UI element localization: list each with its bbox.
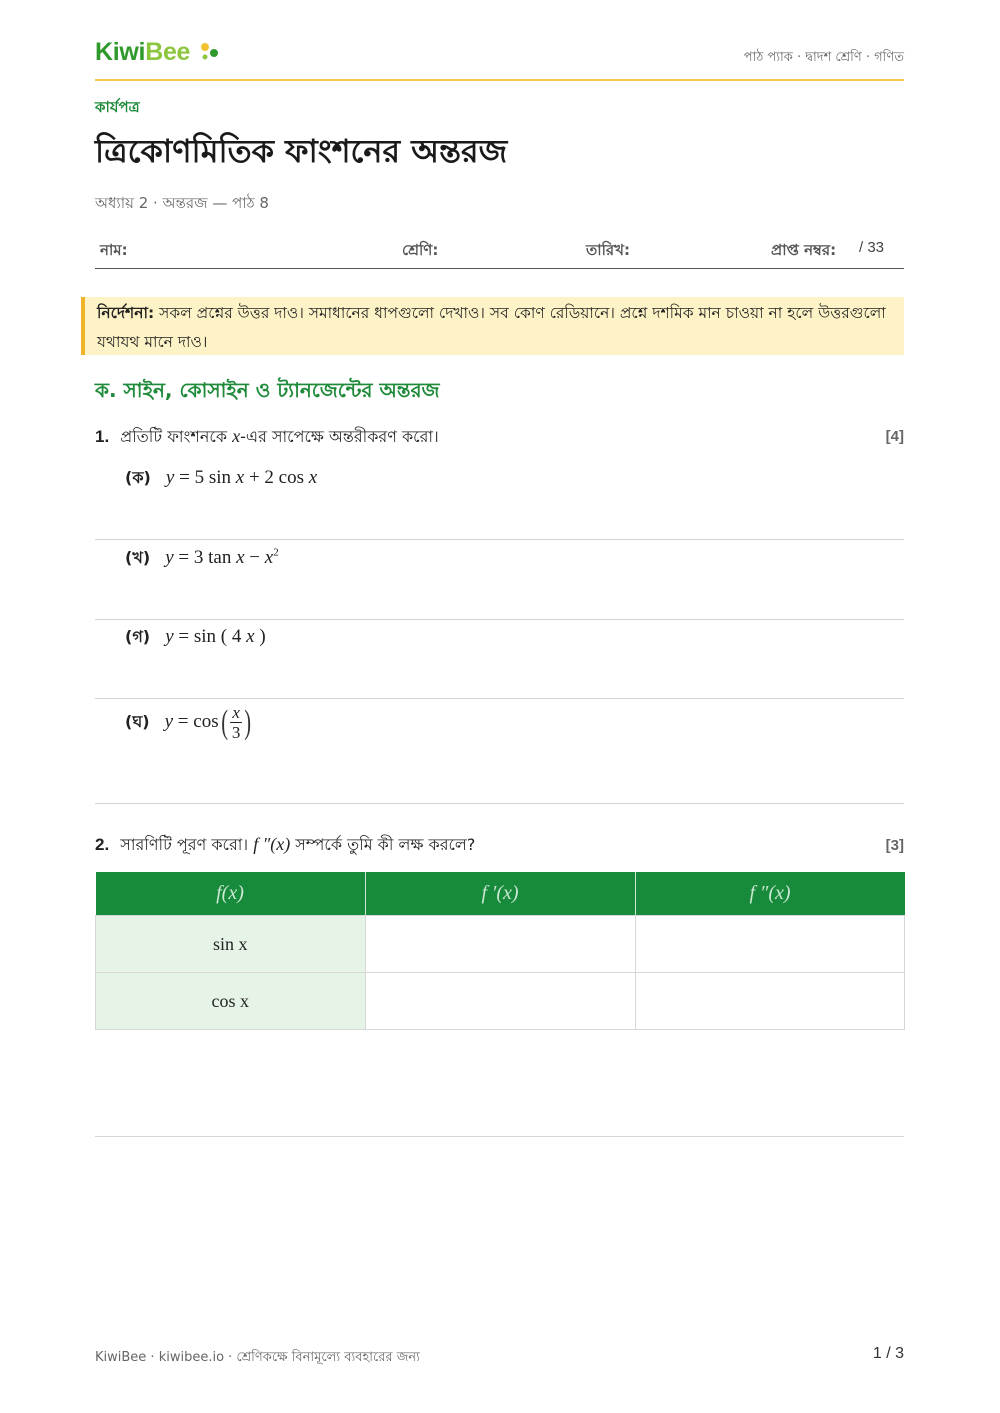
instructions-text: সকল প্রশ্নের উত্তর দাও। সমাধানের ধাপগুলো দেখাও। সব কোণ রেডিয়ানে। প্রশ্নে দশমিক মান চাওয়া না হলে উত্তরগুলো যথাযথ মানে দাও। (97, 304, 886, 351)
answer-cell[interactable] (635, 916, 905, 973)
part-label: (ঘ) (125, 712, 150, 731)
score-max: / 33 (859, 239, 885, 256)
part-ka (125, 465, 317, 492)
date-label: তারিখ: (586, 241, 630, 259)
question-marks: [3] (885, 837, 904, 854)
page-number: 1 / 3 (872, 1345, 904, 1362)
math-expression: y = sin ( 4 x ) (165, 626, 266, 647)
question-2 (95, 832, 475, 859)
part-gha (125, 703, 254, 742)
part-kha (125, 545, 279, 572)
answer-line (95, 1136, 904, 1137)
table-header: f ′(x) (365, 872, 635, 916)
page-title: ত্রিকোণমিতিক ফাংশনের অন্তরজ (95, 132, 508, 170)
logo-dots-icon (199, 42, 221, 62)
student-info-row (95, 236, 904, 269)
part-label: (খ) (125, 548, 151, 567)
logo (95, 38, 190, 67)
fill-table (95, 872, 905, 1030)
score-label: প্রাপ্ত নম্বর: (771, 241, 837, 259)
part-label: (গ) (125, 627, 151, 646)
question-text: প্রতিটি ফাংশনকে x-এর সাপেক্ষে অন্তরীকরণ করো। (120, 426, 439, 446)
footer-text: KiwiBee · kiwibee.io · শ্রেণিকক্ষে বিনামূল্যে ব্যবহারের জন্য (95, 1350, 420, 1365)
math-expression: y = 5 sin x + 2 cos x (165, 467, 318, 488)
answer-line (95, 803, 904, 804)
answer-line (95, 698, 904, 699)
header-meta: পাঠ প্যাক · দ্বাদশ শ্রেণি · গণিত (743, 50, 904, 65)
page-subtitle: অধ্যায় 2 · অন্তরজ — পাঠ 8 (95, 194, 269, 212)
table-header: f(x) (96, 872, 366, 916)
question-text: সারণিটি পূরণ করো। f ″(x) সম্পর্কে তুমি কী লক্ষ করলে? (120, 834, 476, 854)
question-number: 1. (95, 427, 110, 446)
table-row (96, 916, 905, 973)
table-cell: cos x (96, 973, 366, 1030)
table-header: f ″(x) (635, 872, 905, 916)
section-title: ক. সাইন, কোসাইন ও ট্যানজেন্টের অন্তরজ (95, 378, 440, 402)
logo-kiwi: Kiwi (95, 38, 146, 66)
instructions-box (81, 297, 904, 355)
table-row (96, 973, 905, 1030)
answer-line (95, 539, 904, 540)
logo-bee: Bee (145, 38, 191, 66)
math-expression: y = 3 $\tan x - x^2$ (165, 546, 279, 568)
header-divider (95, 79, 904, 81)
question-1 (95, 424, 439, 451)
instructions-label: নির্দেশনা: (97, 304, 155, 322)
name-label: নাম: (100, 241, 128, 259)
question-number: 2. (95, 835, 110, 854)
table-cell: sin x (96, 916, 366, 973)
table-header-row (96, 872, 905, 916)
answer-line (95, 619, 904, 620)
worksheet-kicker: কার্যপত্র (95, 98, 140, 116)
math-expression: y = cos( $\frac{x}{3}$ ) (164, 703, 252, 742)
part-ga (125, 624, 266, 651)
answer-cell[interactable] (365, 973, 635, 1030)
part-label: (ক) (125, 468, 151, 487)
answer-cell[interactable] (635, 973, 905, 1030)
question-marks: [4] (885, 428, 904, 445)
class-label: শ্রেণি: (402, 241, 439, 259)
answer-cell[interactable] (365, 916, 635, 973)
